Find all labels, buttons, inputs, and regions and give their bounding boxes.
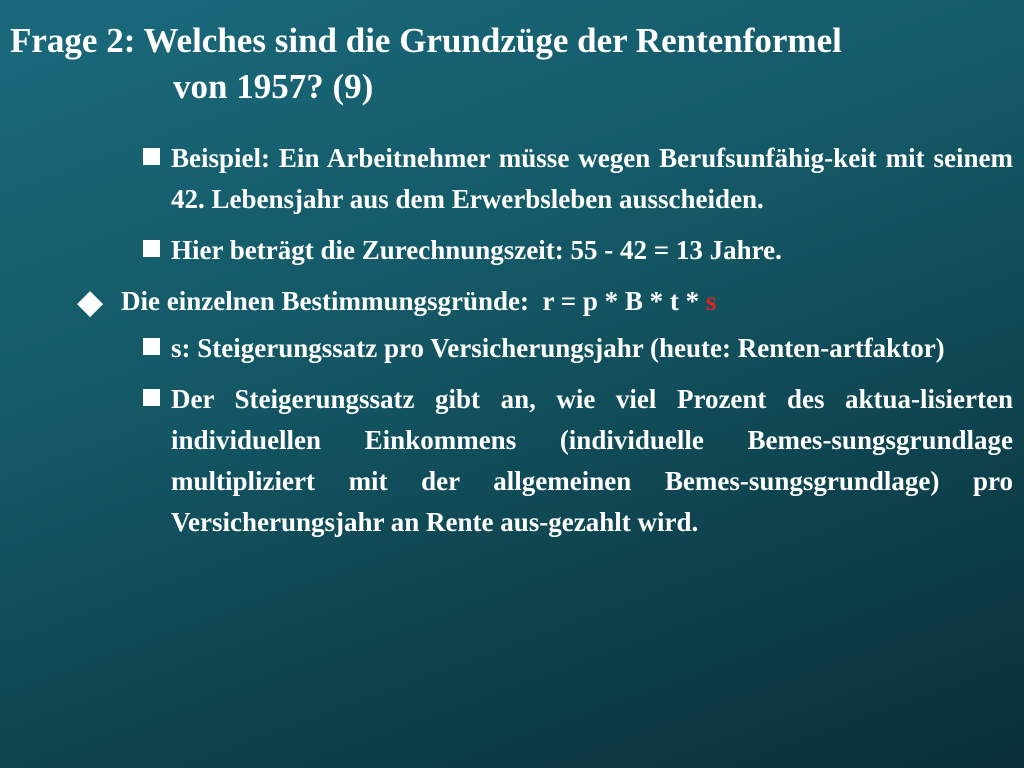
square-bullet-icon bbox=[143, 389, 160, 406]
bullet-list bbox=[0, 138, 1024, 553]
bullet-text: Hier beträgt die Zurechnungszeit: 55 - 42 = 13 Jahre. bbox=[171, 235, 782, 265]
bullet-item bbox=[171, 230, 1013, 271]
bullet-text: Die einzelnen Bestimmungsgründe: r = p * B * t * bbox=[121, 286, 706, 316]
bullet-item bbox=[171, 328, 1013, 369]
title-line-1: Frage 2: Welches sind die Grundzüge der Rentenformel bbox=[10, 21, 842, 60]
square-bullet-icon bbox=[143, 148, 160, 165]
bullet-item bbox=[171, 379, 1013, 543]
title-line-2: von 1957? (9) bbox=[173, 67, 374, 106]
bullet-text: Der Steigerungssatz gibt an, wie viel Prozent des aktua-lisierten individuellen Einkommens (individuelle Bemes-sungsgrundlage multipliziert mit der allgemeinen Bemes-sungsgrundlage) pro Versicherungsjahr an Rente aus-gezahlt wird. bbox=[171, 384, 1013, 537]
bullet-text: Beispiel: Ein Arbeitnehmer müsse wegen Berufsunfähig-keit mit seinem 42. Lebensjahr aus dem Erwerbsleben ausscheiden. bbox=[171, 143, 1013, 214]
bullet-item bbox=[171, 138, 1013, 220]
bullet-text: s: Steigerungssatz pro Versicherungsjahr (heute: Renten-artfaktor) bbox=[171, 333, 945, 363]
diamond-bullet-icon: ◆ bbox=[77, 282, 104, 322]
square-bullet-icon bbox=[143, 240, 160, 257]
square-bullet-icon bbox=[143, 338, 160, 355]
bullet-item bbox=[77, 281, 1013, 322]
highlight-variable: s bbox=[705, 286, 717, 316]
slide-title bbox=[10, 18, 1010, 110]
